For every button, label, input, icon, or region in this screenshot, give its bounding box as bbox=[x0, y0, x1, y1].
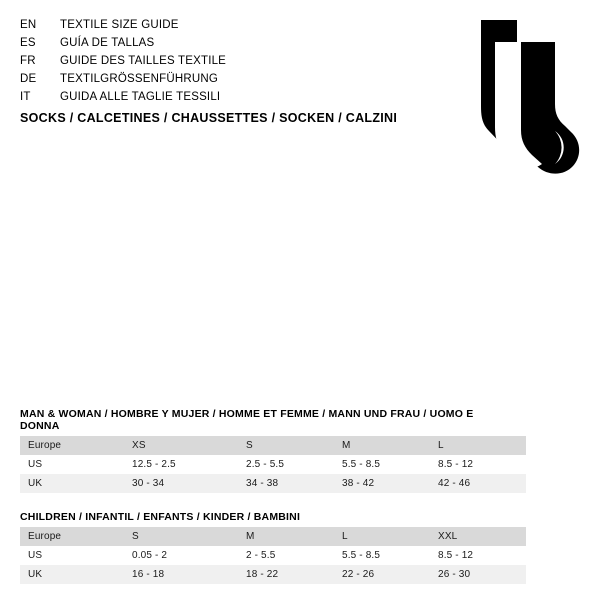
table-row bbox=[20, 565, 526, 584]
language-list bbox=[20, 16, 400, 106]
row-cell: 38 - 42 bbox=[334, 474, 430, 493]
product-line-title: SOCKS / CALCETINES / CHAUSSETTES / SOCKEN / CALZINI bbox=[20, 111, 398, 125]
row-label: US bbox=[20, 455, 124, 474]
header-cell-size-1: S bbox=[124, 527, 238, 546]
adult-section-title: MAN & WOMAN / HOMBRE Y MUJER / HOMME ET FEMME / MANN UND FRAU / UOMO E DONNA bbox=[20, 408, 474, 432]
adult-size-table bbox=[20, 436, 526, 493]
row-cell: 22 - 26 bbox=[334, 565, 430, 584]
row-cell: 0.05 - 2 bbox=[124, 546, 238, 565]
language-code: FR bbox=[20, 55, 36, 67]
language-title: TEXTILE SIZE GUIDE bbox=[60, 19, 179, 31]
row-cell: 30 - 34 bbox=[124, 474, 238, 493]
language-row bbox=[20, 70, 400, 88]
header-cell-region: Europe bbox=[20, 436, 124, 455]
table-header-row bbox=[20, 527, 526, 546]
row-label: UK bbox=[20, 565, 124, 584]
language-row bbox=[20, 16, 400, 34]
language-code: EN bbox=[20, 19, 37, 31]
language-title: GUIDA ALLE TAGLIE TESSILI bbox=[60, 91, 221, 103]
table-row bbox=[20, 546, 526, 565]
header-cell-size-1: XS bbox=[124, 436, 238, 455]
language-row bbox=[20, 88, 400, 106]
header-cell-size-3: M bbox=[334, 436, 430, 455]
children-size-section bbox=[20, 511, 486, 584]
language-code: ES bbox=[20, 37, 36, 49]
row-cell: 8.5 - 12 bbox=[430, 546, 526, 565]
adult-size-section bbox=[20, 408, 486, 493]
children-section-title: CHILDREN / INFANTIL / ENFANTS / KINDER / BAMBINI bbox=[20, 511, 301, 523]
header-cell-region: Europe bbox=[20, 527, 124, 546]
language-title: GUÍA DE TALLAS bbox=[60, 37, 155, 49]
row-cell: 12.5 - 2.5 bbox=[124, 455, 238, 474]
language-code: DE bbox=[20, 73, 37, 85]
header-cell-size-2: M bbox=[238, 527, 334, 546]
row-cell: 5.5 - 8.5 bbox=[334, 546, 430, 565]
table-header-row bbox=[20, 436, 526, 455]
table-row bbox=[20, 474, 526, 493]
language-row bbox=[20, 52, 400, 70]
row-cell: 26 - 30 bbox=[430, 565, 526, 584]
header-cell-size-4: XXL bbox=[430, 527, 526, 546]
header-cell-size-4: L bbox=[430, 436, 526, 455]
row-cell: 2.5 - 5.5 bbox=[238, 455, 334, 474]
row-cell: 42 - 46 bbox=[430, 474, 526, 493]
language-title: TEXTILGRÖSSENFÜHRUNG bbox=[60, 73, 218, 85]
children-size-table bbox=[20, 527, 526, 584]
row-cell: 18 - 22 bbox=[238, 565, 334, 584]
language-row bbox=[20, 34, 400, 52]
header-cell-size-3: L bbox=[334, 527, 430, 546]
row-label: US bbox=[20, 546, 124, 565]
row-cell: 2 - 5.5 bbox=[238, 546, 334, 565]
language-title: GUIDE DES TAILLES TEXTILE bbox=[60, 55, 227, 67]
row-cell: 8.5 - 12 bbox=[430, 455, 526, 474]
row-cell: 34 - 38 bbox=[238, 474, 334, 493]
row-cell: 16 - 18 bbox=[124, 565, 238, 584]
language-code: IT bbox=[20, 91, 31, 103]
pair-of-socks-icon bbox=[405, 18, 580, 178]
row-cell: 5.5 - 8.5 bbox=[334, 455, 430, 474]
row-label: UK bbox=[20, 474, 124, 493]
table-row bbox=[20, 455, 526, 474]
header-cell-size-2: S bbox=[238, 436, 334, 455]
